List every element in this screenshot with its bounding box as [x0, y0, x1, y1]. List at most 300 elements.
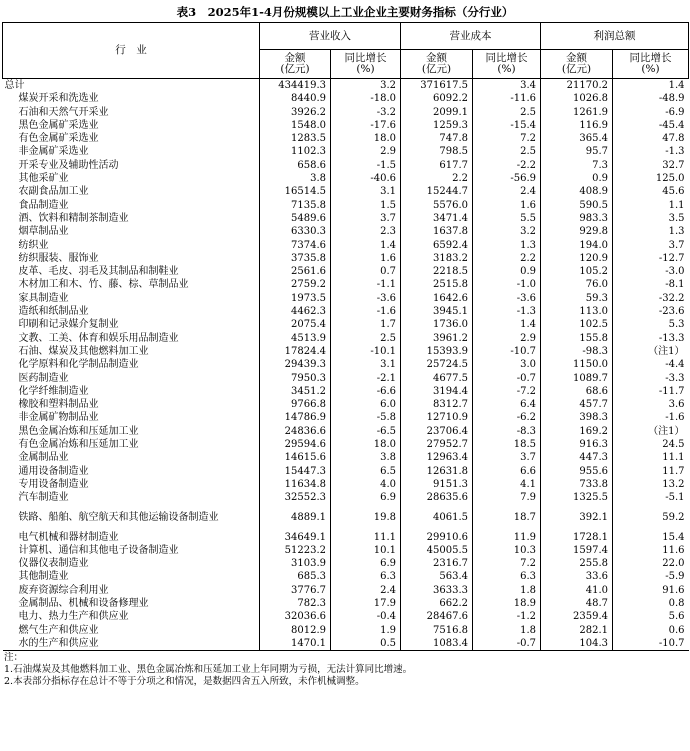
cost-growth-cell: 3.7: [473, 451, 541, 464]
table-row: [3, 398, 689, 411]
revenue-growth-cell: 6.5: [331, 465, 401, 478]
revenue-amount-cell: 3776.7: [260, 584, 331, 597]
profit-growth-cell: 0.8: [613, 597, 689, 610]
cost-amount-cell: 6092.2: [401, 92, 473, 105]
profit-growth-cell: 45.6: [613, 185, 689, 198]
cost-amount-cell: 25724.5: [401, 358, 473, 371]
industry-name: 橡胶和塑料制品业: [18, 399, 99, 411]
financial-indicators-table: [2, 22, 689, 651]
table-row: [3, 212, 689, 225]
cost-growth-cell: -10.7: [473, 345, 541, 358]
revenue-growth-cell: 1.6: [331, 252, 401, 265]
revenue-growth-cell: -3.6: [331, 292, 401, 305]
cost-amount-cell: 3471.4: [401, 212, 473, 225]
cost-amount-cell: 1637.8: [401, 225, 473, 238]
table-row: [3, 318, 689, 331]
cost-growth-cell: 0.9: [473, 265, 541, 278]
industry-name: 铁路、船舶、航空航天和其他运输设备制造业: [18, 511, 219, 523]
profit-amount-cell: 282.1: [541, 624, 613, 637]
revenue-amount-cell: 4889.1: [260, 505, 331, 531]
table-row: [3, 172, 689, 185]
industry-name: 木材加工和木、竹、藤、棕、草制品业: [18, 279, 189, 291]
cost-amount-cell: 4061.5: [401, 505, 473, 531]
industry-name: 有色金属矿采选业: [18, 133, 99, 145]
profit-growth-cell: -11.7: [613, 385, 689, 398]
revenue-amount-cell: 8012.9: [260, 624, 331, 637]
cost-amount-cell: 2515.8: [401, 278, 473, 291]
revenue-amount-cell: 14615.6: [260, 451, 331, 464]
revenue-amount-cell: 3926.2: [260, 106, 331, 119]
profit-growth-cell: （注1）: [613, 345, 689, 358]
table-row: [3, 544, 689, 557]
revenue-amount-cell: 434419.3: [260, 79, 331, 93]
revenue-amount-cell: 29594.6: [260, 438, 331, 451]
industry-name: 开采专业及辅助性活动: [18, 159, 119, 171]
profit-amount-cell: 105.2: [541, 265, 613, 278]
industry-name: 废弃资源综合利用业: [18, 584, 109, 596]
revenue-growth-cell: -40.6: [331, 172, 401, 185]
profit-amount-cell: 0.9: [541, 172, 613, 185]
footnote-heading: 注：: [4, 652, 24, 664]
cost-growth-cell: 18.5: [473, 438, 541, 451]
revenue-growth-cell: 2.5: [331, 332, 401, 345]
profit-amount-cell: 1089.7: [541, 372, 613, 385]
profit-growth-cell: -23.6: [613, 305, 689, 318]
industry-header: 行 业: [3, 23, 260, 79]
industry-name: 煤炭开采和洗选业: [18, 93, 99, 105]
profit-growth-cell: 24.5: [613, 438, 689, 451]
revenue-growth-cell: -2.1: [331, 372, 401, 385]
revenue-amount-cell: 29439.3: [260, 358, 331, 371]
cost-amount-header: 金额 (亿元): [401, 50, 473, 79]
profit-growth-cell: -13.3: [613, 332, 689, 345]
profit-amount-cell: 1325.5: [541, 491, 613, 504]
profit-amount-cell: 194.0: [541, 239, 613, 252]
table-row: [3, 345, 689, 358]
cost-growth-cell: 1.8: [473, 624, 541, 637]
revenue-amount-cell: 1973.5: [260, 292, 331, 305]
revenue-growth-cell: 3.7: [331, 212, 401, 225]
cost-amount-cell: 29910.6: [401, 531, 473, 544]
profit-amount-cell: 95.7: [541, 145, 613, 158]
profit-amount-cell: 398.3: [541, 411, 613, 424]
profit-growth-cell: 1.3: [613, 225, 689, 238]
cost-amount-cell: 747.8: [401, 132, 473, 145]
profit-amount-cell: 33.6: [541, 570, 613, 583]
cost-amount-cell: 2.2: [401, 172, 473, 185]
table-row: [3, 557, 689, 570]
cost-amount-cell: 3633.3: [401, 584, 473, 597]
industry-name: 计算机、通信和其他电子设备制造业: [18, 544, 179, 556]
profit-amount-cell: 116.9: [541, 119, 613, 132]
cost-amount-cell: 6592.4: [401, 239, 473, 252]
cost-growth-cell: -56.9: [473, 172, 541, 185]
table-row: [3, 145, 689, 158]
table-row: [3, 199, 689, 212]
cost-growth-cell: -0.7: [473, 372, 541, 385]
profit-growth-cell: -6.9: [613, 106, 689, 119]
profit-amount-cell: 1597.4: [541, 544, 613, 557]
profit-amount-cell: 102.5: [541, 318, 613, 331]
cost-growth-cell: 3.4: [473, 79, 541, 93]
revenue-amount-cell: 5489.6: [260, 212, 331, 225]
profit-growth-cell: 15.4: [613, 531, 689, 544]
profit-amount-cell: 408.9: [541, 185, 613, 198]
table-row: [3, 332, 689, 345]
profit-amount-cell: 48.7: [541, 597, 613, 610]
profit-growth-cell: -8.1: [613, 278, 689, 291]
cost-amount-cell: 3183.2: [401, 252, 473, 265]
industry-name: 医药制造业: [18, 372, 69, 384]
cost-amount-cell: 12710.9: [401, 411, 473, 424]
table-row: [3, 531, 689, 544]
revenue-amount-cell: 685.3: [260, 570, 331, 583]
table-row: [3, 225, 689, 238]
cost-amount-cell: 2099.1: [401, 106, 473, 119]
profit-amount-cell: 1150.0: [541, 358, 613, 371]
cost-growth-cell: 2.5: [473, 145, 541, 158]
table-row: [3, 624, 689, 637]
cost-header: 营业成本: [401, 23, 541, 50]
cost-growth-cell: 6.3: [473, 570, 541, 583]
profit-growth-cell: -45.4: [613, 119, 689, 132]
revenue-growth-cell: 6.9: [331, 557, 401, 570]
cost-growth-cell: 3.2: [473, 225, 541, 238]
table-row: [3, 478, 689, 491]
profit-growth-cell: -32.2: [613, 292, 689, 305]
table-row: [3, 438, 689, 451]
industry-name: 家具制造业: [18, 292, 69, 304]
industry-name: 通用设备制造业: [18, 465, 89, 477]
cost-amount-cell: 371617.5: [401, 79, 473, 93]
cost-growth-cell: -8.3: [473, 425, 541, 438]
cost-growth-cell: 11.9: [473, 531, 541, 544]
profit-amount-cell: 733.8: [541, 478, 613, 491]
table-body: [3, 79, 689, 651]
revenue-amount-cell: 3103.9: [260, 557, 331, 570]
cost-growth-cell: 1.6: [473, 199, 541, 212]
cost-amount-cell: 15393.9: [401, 345, 473, 358]
profit-amount-cell: 916.3: [541, 438, 613, 451]
revenue-amount-cell: 4513.9: [260, 332, 331, 345]
profit-growth-cell: -4.4: [613, 358, 689, 371]
cost-amount-cell: 2218.5: [401, 265, 473, 278]
table-row: [3, 239, 689, 252]
industry-name: 黑色金属冶炼和压延加工业: [18, 425, 139, 437]
profit-amount-cell: -98.3: [541, 345, 613, 358]
revenue-growth-cell: 2.3: [331, 225, 401, 238]
profit-amount-cell: 955.6: [541, 465, 613, 478]
industry-name: 皮革、毛皮、羽毛及其制品和制鞋业: [18, 266, 179, 278]
profit-amount-cell: 76.0: [541, 278, 613, 291]
profit-growth-cell: -3.0: [613, 265, 689, 278]
cost-growth-cell: 3.0: [473, 358, 541, 371]
footnote-2: 2.本表部分指标存在总计不等于分项之和情况，是数据四舍五入所致，未作机械调整。: [4, 676, 365, 688]
cost-growth-cell: 2.4: [473, 185, 541, 198]
cost-growth-cell: 7.9: [473, 491, 541, 504]
revenue-growth-cell: 6.0: [331, 398, 401, 411]
profit-amount-cell: 2359.4: [541, 610, 613, 623]
profit-growth-cell: 11.1: [613, 451, 689, 464]
revenue-amount-cell: 14786.9: [260, 411, 331, 424]
revenue-amount-cell: 658.6: [260, 159, 331, 172]
cost-growth-cell: -15.4: [473, 119, 541, 132]
cost-growth-cell: -1.2: [473, 610, 541, 623]
revenue-growth-cell: 4.0: [331, 478, 401, 491]
cost-amount-cell: 3194.4: [401, 385, 473, 398]
revenue-growth-cell: 2.9: [331, 145, 401, 158]
profit-amount-cell: 7.3: [541, 159, 613, 172]
cost-growth-cell: -7.2: [473, 385, 541, 398]
cost-growth-cell: -6.2: [473, 411, 541, 424]
table-row: [3, 491, 689, 504]
cost-amount-cell: 617.7: [401, 159, 473, 172]
industry-name: 总计: [4, 80, 25, 91]
industry-name: 燃气生产和供应业: [18, 624, 99, 636]
revenue-growth-cell: 0.5: [331, 637, 401, 651]
revenue-growth-cell: 18.0: [331, 438, 401, 451]
profit-amount-cell: 59.3: [541, 292, 613, 305]
table-row: [3, 584, 689, 597]
cost-growth-header: 同比增长 (%): [473, 50, 541, 79]
revenue-amount-cell: 15447.3: [260, 465, 331, 478]
cost-growth-cell: 7.2: [473, 132, 541, 145]
cost-amount-cell: 5576.0: [401, 199, 473, 212]
table-row: [3, 385, 689, 398]
table-title: 表3 2025年1-4月份规模以上工业企业主要财务指标（分行业）: [176, 5, 514, 19]
cost-amount-cell: 1736.0: [401, 318, 473, 331]
cost-growth-cell: 6.4: [473, 398, 541, 411]
industry-name: 非金属矿采选业: [18, 146, 89, 158]
profit-amount-cell: 255.8: [541, 557, 613, 570]
cost-growth-cell: 2.9: [473, 332, 541, 345]
profit-amount-cell: 68.6: [541, 385, 613, 398]
revenue-amount-cell: 6330.3: [260, 225, 331, 238]
revenue-growth-cell: 17.9: [331, 597, 401, 610]
cost-amount-cell: 27952.7: [401, 438, 473, 451]
industry-name: 食品制造业: [18, 199, 69, 211]
table-row: [3, 252, 689, 265]
cost-amount-cell: 1083.4: [401, 637, 473, 651]
profit-amount-cell: 155.8: [541, 332, 613, 345]
cost-growth-cell: -0.7: [473, 637, 541, 651]
table-row: [3, 278, 689, 291]
profit-growth-cell: -12.7: [613, 252, 689, 265]
cost-amount-cell: 12631.8: [401, 465, 473, 478]
cost-amount-cell: 28635.6: [401, 491, 473, 504]
profit-growth-cell: 11.6: [613, 544, 689, 557]
revenue-growth-cell: -3.2: [331, 106, 401, 119]
cost-amount-cell: 2316.7: [401, 557, 473, 570]
footnote-1: 1.石油煤炭及其他燃料加工业、黑色金属冶炼和压延加工业上年同期为亏损，无法计算同比增速。: [4, 664, 413, 676]
revenue-growth-cell: 10.1: [331, 544, 401, 557]
revenue-growth-cell: 1.9: [331, 624, 401, 637]
cost-amount-cell: 563.4: [401, 570, 473, 583]
profit-growth-cell: -5.1: [613, 491, 689, 504]
profit-growth-cell: -5.9: [613, 570, 689, 583]
cost-amount-cell: 3961.2: [401, 332, 473, 345]
table-row: [3, 505, 689, 531]
table-row: [3, 411, 689, 424]
revenue-amount-header: 金额 (亿元): [260, 50, 331, 79]
revenue-amount-cell: 3735.8: [260, 252, 331, 265]
cost-growth-cell: 7.2: [473, 557, 541, 570]
industry-name: 电力、热力生产和供应业: [18, 611, 129, 623]
profit-amount-cell: 113.0: [541, 305, 613, 318]
revenue-amount-cell: 8440.9: [260, 92, 331, 105]
table-row: [3, 106, 689, 119]
cost-amount-cell: 7516.8: [401, 624, 473, 637]
profit-growth-cell: 22.0: [613, 557, 689, 570]
table-row: [3, 372, 689, 385]
profit-amount-cell: 41.0: [541, 584, 613, 597]
profit-amount-cell: 120.9: [541, 252, 613, 265]
profit-amount-cell: 365.4: [541, 132, 613, 145]
industry-name: 其他制造业: [18, 571, 69, 583]
cost-growth-cell: 18.9: [473, 597, 541, 610]
cost-growth-cell: -1.0: [473, 278, 541, 291]
industry-name: 纺织业: [18, 239, 49, 251]
cost-amount-cell: 8312.7: [401, 398, 473, 411]
profit-growth-cell: 5.6: [613, 610, 689, 623]
cost-growth-cell: 2.2: [473, 252, 541, 265]
revenue-amount-cell: 3.8: [260, 172, 331, 185]
industry-name: 有色金属冶炼和压延加工业: [18, 439, 139, 451]
industry-name: 金属制品业: [18, 452, 69, 464]
revenue-growth-cell: -1.1: [331, 278, 401, 291]
revenue-amount-cell: 11634.8: [260, 478, 331, 491]
profit-growth-cell: 5.3: [613, 318, 689, 331]
profit-amount-cell: 1261.9: [541, 106, 613, 119]
revenue-growth-cell: 1.4: [331, 239, 401, 252]
revenue-amount-cell: 7374.6: [260, 239, 331, 252]
footnotes: [4, 652, 690, 688]
revenue-growth-cell: 2.4: [331, 584, 401, 597]
industry-name: 黑色金属矿采选业: [18, 119, 99, 131]
revenue-amount-cell: 2759.2: [260, 278, 331, 291]
revenue-amount-cell: 3451.2: [260, 385, 331, 398]
industry-name: 酒、饮料和精制茶制造业: [18, 212, 129, 224]
profit-growth-cell: 3.6: [613, 398, 689, 411]
cost-growth-cell: 6.6: [473, 465, 541, 478]
profit-growth-cell: 1.1: [613, 199, 689, 212]
profit-amount-cell: 1026.8: [541, 92, 613, 105]
table-row: [3, 358, 689, 371]
profit-amount-cell: 457.7: [541, 398, 613, 411]
revenue-amount-cell: 7135.8: [260, 199, 331, 212]
revenue-amount-cell: 1102.3: [260, 145, 331, 158]
profit-growth-cell: 91.6: [613, 584, 689, 597]
revenue-amount-cell: 9766.8: [260, 398, 331, 411]
profit-amount-cell: 104.3: [541, 637, 613, 651]
cost-growth-cell: 1.8: [473, 584, 541, 597]
profit-amount-cell: 169.2: [541, 425, 613, 438]
industry-name: 水的生产和供应业: [3, 637, 260, 651]
profit-growth-cell: 11.7: [613, 465, 689, 478]
industry-name: 化学原料和化学制品制造业: [18, 359, 139, 371]
cost-amount-cell: 3945.1: [401, 305, 473, 318]
cost-amount-cell: 662.2: [401, 597, 473, 610]
revenue-amount-cell: 16514.5: [260, 185, 331, 198]
revenue-growth-cell: 6.3: [331, 570, 401, 583]
industry-name: 烟草制品业: [18, 226, 69, 238]
industry-name: 非金属矿物制品业: [18, 412, 99, 424]
profit-amount-cell: 1728.1: [541, 531, 613, 544]
industry-name: 造纸和纸制品业: [18, 306, 89, 318]
revenue-amount-cell: 782.3: [260, 597, 331, 610]
revenue-amount-cell: 32036.6: [260, 610, 331, 623]
cost-amount-cell: 1259.3: [401, 119, 473, 132]
cost-amount-cell: 12963.4: [401, 451, 473, 464]
industry-name: 石油和天然气开采业: [18, 106, 109, 118]
industry-name: 文教、工美、体育和娱乐用品制造业: [18, 332, 179, 344]
industry-name: 化学纤维制造业: [18, 385, 89, 397]
industry-name: 汽车制造业: [18, 492, 69, 504]
revenue-amount-cell: 7950.3: [260, 372, 331, 385]
profit-growth-cell: 3.7: [613, 239, 689, 252]
revenue-growth-cell: 6.9: [331, 491, 401, 504]
profit-amount-cell: 983.3: [541, 212, 613, 225]
industry-name: 农副食品加工业: [18, 186, 89, 198]
revenue-growth-cell: 11.1: [331, 531, 401, 544]
cost-amount-cell: 1642.6: [401, 292, 473, 305]
table-row: [3, 92, 689, 105]
industry-name: 纺织服装、服饰业: [18, 252, 99, 264]
profit-growth-cell: -3.3: [613, 372, 689, 385]
profit-growth-cell: 59.2: [613, 505, 689, 531]
cost-amount-cell: 798.5: [401, 145, 473, 158]
profit-header: 利润总额: [541, 23, 689, 50]
revenue-growth-cell: -6.5: [331, 425, 401, 438]
revenue-growth-cell: 19.8: [331, 505, 401, 531]
profit-amount-cell: 392.1: [541, 505, 613, 531]
profit-growth-cell: 1.4: [613, 79, 689, 93]
revenue-amount-cell: 17824.4: [260, 345, 331, 358]
profit-growth-cell: 13.2: [613, 478, 689, 491]
revenue-growth-cell: -1.6: [331, 305, 401, 318]
table-row: [3, 637, 689, 651]
industry-name: 印刷和记录媒介复制业: [18, 319, 119, 331]
revenue-amount-cell: 24836.6: [260, 425, 331, 438]
industry-name: 专用设备制造业: [18, 478, 89, 490]
profit-amount-cell: 590.5: [541, 199, 613, 212]
revenue-amount-cell: 2561.6: [260, 265, 331, 278]
revenue-growth-cell: 3.8: [331, 451, 401, 464]
profit-growth-header: 同比增长 (%): [613, 50, 689, 79]
revenue-growth-cell: -10.1: [331, 345, 401, 358]
revenue-growth-cell: 0.7: [331, 265, 401, 278]
revenue-amount-cell: 2075.4: [260, 318, 331, 331]
table-row: [3, 119, 689, 132]
cost-amount-cell: 4677.5: [401, 372, 473, 385]
revenue-growth-cell: 3.1: [331, 358, 401, 371]
profit-growth-cell: 125.0: [613, 172, 689, 185]
profit-amount-cell: 929.8: [541, 225, 613, 238]
revenue-amount-cell: 1548.0: [260, 119, 331, 132]
table-row: [3, 305, 689, 318]
revenue-header: 营业收入: [260, 23, 401, 50]
revenue-amount-cell: 4462.3: [260, 305, 331, 318]
profit-growth-cell: 47.8: [613, 132, 689, 145]
profit-growth-cell: -10.7: [613, 637, 689, 651]
revenue-growth-cell: 18.0: [331, 132, 401, 145]
revenue-growth-cell: -0.4: [331, 610, 401, 623]
table-row: [3, 132, 689, 145]
table-row: [3, 597, 689, 610]
profit-amount-cell: 447.3: [541, 451, 613, 464]
table-row: [3, 610, 689, 623]
cost-growth-cell: 1.3: [473, 239, 541, 252]
